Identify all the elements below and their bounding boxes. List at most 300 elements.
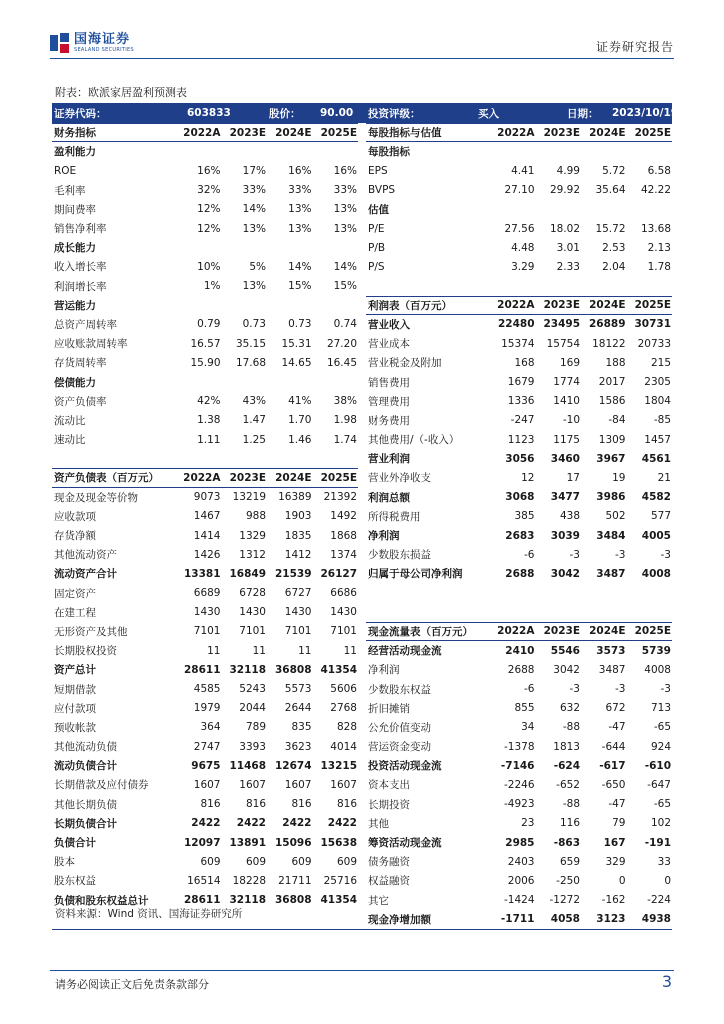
row-value: 385 — [514, 510, 535, 523]
row-value: 15.31 — [281, 337, 312, 350]
table-row — [52, 315, 358, 334]
table-row — [52, 871, 358, 890]
row-label: 利润增长率 — [54, 280, 107, 293]
row-value: 13% — [242, 222, 266, 235]
row-value: -7146 — [500, 759, 535, 772]
row-value: 1607 — [193, 778, 221, 791]
row-value: 2022A — [183, 471, 221, 484]
table-row — [366, 545, 672, 564]
table-row — [366, 353, 672, 372]
row-value: 2025E — [634, 625, 671, 638]
row-value: 2305 — [644, 376, 671, 389]
row-value: 21711 — [278, 874, 312, 887]
row-value: 577 — [650, 510, 671, 523]
row-value: 36808 — [274, 663, 312, 676]
row-value: 1607 — [239, 778, 266, 791]
row-value: 2017 — [598, 376, 626, 389]
row-value: -162 — [601, 894, 626, 907]
row-label: 收入增长率 — [54, 261, 107, 274]
row-value: 7101 — [239, 625, 266, 638]
row-value: 17% — [242, 164, 266, 177]
row-value: -644 — [601, 740, 626, 753]
row-label: 其他长期负债 — [54, 798, 117, 811]
row-value: 11 — [252, 644, 266, 657]
table-row — [52, 660, 358, 679]
row-label: P/B — [368, 241, 386, 254]
row-value: 2403 — [507, 855, 535, 868]
row-label: ROE — [54, 164, 77, 177]
table-row — [366, 852, 672, 871]
row-value: 4058 — [550, 913, 580, 926]
row-value: -3 — [569, 548, 580, 561]
row-label: 每股指标 — [368, 146, 410, 159]
row-value: 6689 — [193, 587, 221, 600]
row-label: 财务指标 — [54, 127, 96, 140]
row-value: 3068 — [505, 491, 535, 504]
row-value: -88 — [562, 721, 580, 734]
row-value: 6728 — [239, 587, 266, 600]
row-value: 2024E — [589, 126, 626, 139]
row-value: 4582 — [641, 491, 671, 504]
row-label: 权益融资 — [368, 875, 410, 888]
table-row — [366, 334, 672, 353]
section-row — [52, 142, 358, 161]
row-value: -610 — [644, 759, 671, 772]
table-header-row — [366, 123, 672, 142]
row-value: 2768 — [330, 702, 357, 715]
table-row — [366, 468, 672, 487]
row-label: 长期投资 — [368, 798, 410, 811]
row-value: -224 — [647, 894, 671, 907]
row-value: 11 — [298, 644, 312, 657]
row-value: -1711 — [500, 913, 535, 926]
row-value: 10% — [197, 260, 221, 273]
row-value: 3623 — [284, 740, 312, 753]
row-value: 816 — [200, 798, 221, 811]
row-value: 27.10 — [504, 184, 535, 197]
row-value: 672 — [605, 702, 626, 715]
row-value: 13% — [333, 222, 357, 235]
row-value: 2.13 — [647, 241, 671, 254]
row-value: 9675 — [191, 759, 221, 772]
table-row — [52, 775, 358, 794]
right-table-column — [366, 123, 672, 929]
row-value: 35.64 — [595, 184, 626, 197]
row-label: 营业税金及附加 — [368, 357, 442, 370]
table-row — [366, 315, 672, 334]
row-label: 现金流量表（百万元） — [368, 625, 473, 638]
row-value: 3573 — [596, 644, 626, 657]
table-header-row — [52, 468, 358, 487]
table-row — [52, 814, 358, 833]
table-row — [52, 679, 358, 698]
row-value: 14% — [288, 260, 312, 273]
row-value: 3484 — [596, 529, 626, 542]
table-row — [52, 200, 358, 219]
row-value: 7101 — [330, 625, 357, 638]
table-row — [366, 718, 672, 737]
row-value: 609 — [291, 855, 312, 868]
row-value: 1679 — [507, 376, 535, 389]
row-value: 42.22 — [640, 184, 671, 197]
row-value: -1378 — [503, 740, 535, 753]
row-value: 3477 — [550, 491, 580, 504]
section-row — [366, 200, 672, 219]
row-value: 3.29 — [511, 260, 535, 273]
row-label: 资产负债率 — [54, 395, 107, 408]
table-row — [52, 449, 358, 468]
row-value: 1.47 — [242, 414, 266, 427]
table-row — [52, 257, 358, 276]
row-value: 6.58 — [647, 164, 671, 177]
table-row — [52, 699, 358, 718]
row-label: 预收帐款 — [54, 721, 96, 734]
row-value: 0 — [664, 874, 671, 887]
row-value: 1607 — [330, 778, 357, 791]
row-value: 26127 — [320, 567, 357, 580]
row-value: 0 — [618, 874, 626, 887]
row-value: -4923 — [503, 798, 535, 811]
row-label: 偿债能力 — [54, 376, 96, 389]
company-logo — [50, 32, 134, 54]
row-value: 924 — [650, 740, 671, 753]
row-label: 利润表（百万元） — [368, 299, 452, 312]
row-label: 速动比 — [54, 434, 86, 447]
row-label: 现金及现金等价物 — [54, 491, 138, 504]
table-row — [52, 277, 358, 296]
table-row — [366, 257, 672, 276]
table-row — [366, 488, 672, 507]
row-value: 5% — [249, 260, 266, 273]
row-label: 其他流动负债 — [54, 741, 117, 754]
table-caption: 附表：欧派家居盈利预测表 — [55, 86, 187, 99]
row-value: 2025E — [634, 126, 671, 139]
row-value: 41354 — [320, 894, 357, 907]
row-value: -85 — [653, 414, 671, 427]
table-row — [52, 564, 358, 583]
row-value: 2025E — [320, 471, 357, 484]
row-value: 2410 — [505, 644, 535, 657]
page-number: 3 — [661, 972, 672, 991]
row-value: 21 — [657, 471, 671, 484]
stock-info-bar — [52, 103, 679, 123]
row-label: 无形资产及其他 — [54, 625, 128, 638]
row-label: 管理费用 — [368, 395, 410, 408]
row-value: 2.33 — [556, 260, 580, 273]
row-label: 营业收入 — [368, 318, 410, 331]
row-value: 6727 — [284, 587, 312, 600]
section-row — [52, 238, 358, 257]
row-label: 固定资产 — [54, 587, 96, 600]
row-value: 2024E — [275, 126, 312, 139]
row-value: 32118 — [229, 663, 266, 676]
row-value: 2.04 — [602, 260, 626, 273]
row-value: 17 — [566, 471, 580, 484]
table-row — [366, 795, 672, 814]
table-row — [52, 507, 358, 526]
row-label: 应收款项 — [54, 510, 96, 523]
row-value: -6 — [524, 683, 535, 696]
row-value: -247 — [510, 414, 535, 427]
row-value: 3986 — [596, 491, 626, 504]
row-label: 投资活动现金流 — [368, 760, 442, 773]
row-value: 6686 — [330, 587, 357, 600]
row-value: -191 — [644, 836, 671, 849]
table-row — [366, 372, 672, 391]
table-row — [366, 910, 672, 929]
row-value: 12 — [521, 471, 535, 484]
row-value: 4.41 — [511, 164, 535, 177]
row-value: -6 — [524, 548, 535, 561]
table-row — [366, 219, 672, 238]
row-value: 609 — [336, 855, 357, 868]
row-value: 16.57 — [190, 337, 221, 350]
row-value: 28611 — [183, 663, 221, 676]
row-value: 33% — [333, 184, 357, 197]
row-value: 1% — [203, 280, 221, 293]
row-value: 1586 — [598, 395, 626, 408]
row-value: 2023E — [543, 299, 580, 312]
row-value: 1.74 — [333, 433, 357, 446]
row-label: P/S — [368, 260, 385, 273]
row-label: 流动比 — [54, 414, 86, 427]
row-label: 资产总计 — [54, 664, 96, 677]
row-value: 32% — [197, 184, 221, 197]
table-bottom-rule — [52, 929, 672, 930]
row-value: 79 — [612, 817, 626, 830]
table-row — [366, 756, 672, 775]
row-value: 2985 — [505, 836, 535, 849]
footer-divider — [50, 970, 674, 971]
table-header-row — [366, 296, 672, 315]
row-value: -3 — [569, 683, 580, 696]
row-value: 659 — [559, 855, 580, 868]
table-row — [52, 737, 358, 756]
table-row — [366, 526, 672, 545]
row-label: 在建工程 — [54, 606, 96, 619]
row-label: 每股指标与估值 — [368, 127, 442, 140]
row-value: 2024E — [589, 625, 626, 638]
row-value: 33 — [657, 855, 671, 868]
left-table-column — [52, 123, 358, 929]
row-value: 15.90 — [190, 356, 221, 369]
price-label: 股价： — [269, 107, 301, 120]
row-value: 12% — [197, 222, 221, 235]
row-value: 0.73 — [242, 318, 266, 331]
table-row — [366, 660, 672, 679]
row-value: 1.78 — [647, 260, 671, 273]
row-value: -863 — [553, 836, 580, 849]
row-value: 4938 — [641, 913, 671, 926]
row-value: 13% — [242, 280, 266, 293]
row-label: 其他流动资产 — [54, 549, 117, 562]
row-value: 3967 — [596, 452, 626, 465]
table-row — [52, 411, 358, 430]
row-value: 4.99 — [556, 164, 580, 177]
row-label: 股东权益 — [54, 875, 96, 888]
row-value: 35.15 — [235, 337, 266, 350]
row-value: 1903 — [284, 510, 312, 523]
row-value: 28611 — [183, 894, 221, 907]
row-label: 净利润 — [368, 664, 400, 677]
table-row — [366, 833, 672, 852]
row-value: 1.25 — [242, 433, 266, 446]
row-value: 14% — [333, 260, 357, 273]
row-label: 短期借款 — [54, 683, 96, 696]
row-value: 1457 — [644, 433, 671, 446]
row-value: -84 — [608, 414, 626, 427]
row-value: -47 — [608, 721, 626, 734]
table-row — [366, 814, 672, 833]
row-value: 16849 — [229, 567, 266, 580]
row-value: 789 — [245, 721, 266, 734]
table-row — [366, 507, 672, 526]
row-value: 116 — [559, 817, 580, 830]
row-value: 1412 — [284, 548, 312, 561]
row-value: 3393 — [239, 740, 266, 753]
row-label: 营业利润 — [368, 453, 410, 466]
row-value: 2023E — [229, 126, 266, 139]
row-label: 营运能力 — [54, 299, 96, 312]
row-value: 2022A — [497, 625, 535, 638]
row-value: 169 — [559, 356, 580, 369]
row-value: 13381 — [183, 567, 221, 580]
table-row — [366, 871, 672, 890]
row-value: 1467 — [193, 510, 221, 523]
row-value: 27.56 — [504, 222, 535, 235]
row-label: 经营活动现金流 — [368, 645, 442, 658]
row-value: 15374 — [501, 337, 535, 350]
row-value: 3460 — [550, 452, 580, 465]
table-row — [366, 449, 672, 468]
row-value: 29.92 — [549, 184, 580, 197]
row-value: 2688 — [507, 663, 535, 676]
row-value: 609 — [200, 855, 221, 868]
row-value: 3487 — [596, 567, 626, 580]
table-row — [52, 488, 358, 507]
row-value: 329 — [605, 855, 626, 868]
row-value: -65 — [653, 721, 671, 734]
row-label: 盈利能力 — [54, 146, 96, 159]
row-value: 19 — [612, 471, 626, 484]
table-row — [52, 833, 358, 852]
row-value: 21392 — [323, 491, 357, 504]
row-value: 33% — [288, 184, 312, 197]
row-value: 855 — [514, 702, 535, 715]
rating-label: 投资评级： — [368, 107, 421, 120]
row-value: 11468 — [229, 759, 266, 772]
row-value: 16% — [197, 164, 221, 177]
row-value: -617 — [599, 759, 626, 772]
table-row — [52, 584, 358, 603]
row-value: 5546 — [550, 644, 580, 657]
date-label: 日期： — [567, 107, 599, 120]
row-value: 13.68 — [640, 222, 671, 235]
row-label: 负债和股东权益总计 — [54, 894, 149, 907]
row-value: 13891 — [229, 836, 266, 849]
row-label: 营业成本 — [368, 338, 410, 351]
row-label: 长期借款及应付债券 — [54, 779, 149, 792]
row-label: 所得税费用 — [368, 510, 421, 523]
table-row — [366, 699, 672, 718]
row-label: 营业外净收支 — [368, 472, 431, 485]
row-value: 25716 — [323, 874, 357, 887]
row-value: -65 — [653, 798, 671, 811]
row-value: 38% — [333, 395, 357, 408]
row-label: 公允价值变动 — [368, 721, 431, 734]
row-value: 2023E — [543, 126, 580, 139]
report-type: 证券研究报告 — [595, 40, 674, 54]
row-value: 1.46 — [288, 433, 312, 446]
row-value: 26889 — [588, 318, 626, 331]
row-value: 15754 — [546, 337, 580, 350]
page-header — [50, 30, 674, 58]
table-row — [366, 775, 672, 794]
row-value: -250 — [556, 874, 580, 887]
table-row — [52, 334, 358, 353]
row-value: 2644 — [284, 702, 312, 715]
row-value: 5606 — [330, 683, 357, 696]
row-label: 销售净利率 — [54, 223, 107, 236]
row-label: 负债合计 — [54, 837, 96, 850]
table-row — [52, 718, 358, 737]
row-value: 609 — [245, 855, 266, 868]
table-row — [52, 392, 358, 411]
row-value: -3 — [615, 683, 626, 696]
table-row — [366, 679, 672, 698]
row-value: 1336 — [507, 395, 535, 408]
table-row — [52, 353, 358, 372]
row-label: 营运资金变动 — [368, 741, 431, 754]
row-value: -650 — [601, 778, 626, 791]
table-row — [52, 641, 358, 660]
logo-mark-icon — [50, 33, 70, 53]
row-value: 7101 — [284, 625, 312, 638]
row-label: 存货周转率 — [54, 357, 107, 370]
header-divider — [50, 58, 674, 59]
row-value: 14.65 — [281, 356, 312, 369]
row-value: 2747 — [193, 740, 221, 753]
row-value: 34 — [521, 721, 535, 734]
row-value: 5739 — [641, 644, 671, 657]
row-value: -1272 — [549, 894, 580, 907]
table-row — [366, 584, 672, 603]
row-value: 3042 — [553, 663, 580, 676]
row-value: 12% — [197, 203, 221, 216]
row-value: 41354 — [320, 663, 357, 676]
row-value: 835 — [291, 721, 312, 734]
row-value: 20733 — [637, 337, 671, 350]
row-value: 816 — [291, 798, 312, 811]
row-value: 1175 — [553, 433, 580, 446]
row-value: 1774 — [553, 376, 580, 389]
table-row — [52, 526, 358, 545]
row-value: 2022A — [497, 299, 535, 312]
row-value: 2044 — [239, 702, 266, 715]
row-value: 21539 — [274, 567, 312, 580]
section-row — [366, 142, 672, 161]
table-row — [366, 238, 672, 257]
row-label: 长期股权投资 — [54, 645, 117, 658]
row-value: 4561 — [641, 452, 671, 465]
stock-code-label: 证券代码： — [54, 107, 107, 120]
row-value: 3039 — [550, 529, 580, 542]
row-value: -3 — [660, 683, 671, 696]
row-value: 1309 — [598, 433, 626, 446]
row-label: 归属于母公司净利润 — [368, 568, 463, 581]
row-value: 16514 — [187, 874, 221, 887]
price-value: 90.00 — [320, 107, 354, 119]
